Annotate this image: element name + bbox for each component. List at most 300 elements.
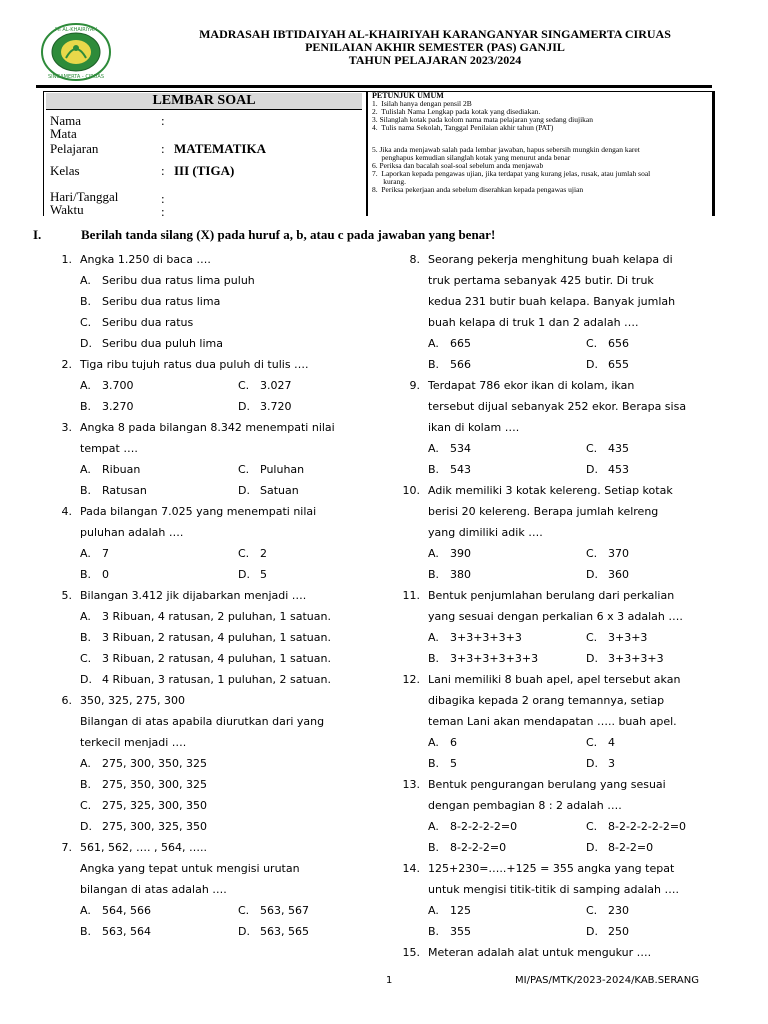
option-letter: A. [80, 463, 91, 476]
answer-option-row [428, 900, 748, 921]
answer-option [586, 459, 629, 480]
answer-option [80, 606, 390, 627]
question-line: 125+230=…..+125 = 355 angka yang tepat [428, 862, 675, 875]
option-letter: A. [80, 757, 91, 770]
question [402, 942, 748, 963]
question-line: tempat …. [80, 442, 138, 455]
academic-year: TAHUN PELAJARAN 2023/2024 [348, 53, 522, 67]
answer-option [586, 354, 629, 375]
option-text: 563, 565 [260, 925, 309, 938]
option-text: Seribu dua ratus lima puluh [102, 274, 255, 287]
option-text: Seribu dua ratus lima [102, 295, 221, 308]
answer-option-row [80, 480, 390, 501]
answer-option [428, 333, 471, 354]
option-text: 656 [608, 337, 629, 350]
option-letter: B. [428, 463, 440, 476]
field-label-mata: Mata [50, 126, 77, 141]
question [402, 585, 748, 669]
answer-option-row [428, 354, 748, 375]
option-letter: D. [586, 568, 598, 581]
instruction-item: 4. Tulis nama Sekolah, Tanggal Penilaian akhir tahun (PAT) [372, 123, 554, 132]
option-letter: A. [428, 736, 439, 749]
question [61, 417, 390, 501]
instruction-item: 7. Laporkan kepada pengawas ujian, jika terdapat yang kurang jelas, rusak, atau jumlah soal kurang. [372, 169, 651, 186]
option-letter: C. [238, 379, 250, 392]
option-letter: C. [80, 316, 92, 329]
question-text [80, 858, 390, 879]
question-line: Angka yang tepat untuk mengisi urutan [80, 862, 300, 875]
option-text: 8-2-2=0 [608, 841, 654, 854]
question-line: dibagika kepada 2 orang temannya, setiap [428, 694, 665, 707]
question [61, 354, 390, 417]
answer-option [586, 921, 629, 942]
question-text [402, 585, 748, 606]
question-number: 3. [61, 421, 72, 434]
question-text [402, 942, 748, 963]
option-letter: C. [80, 799, 92, 812]
question-line: terkecil menjadi …. [80, 736, 187, 749]
option-letter: B. [428, 652, 440, 665]
section-number: I. [33, 227, 42, 242]
answer-option-row [428, 627, 748, 648]
answer-option [428, 816, 517, 837]
answer-option [80, 627, 390, 648]
question-line: truk pertama sebanyak 425 butir. Di truk [428, 274, 654, 287]
answer-option [586, 564, 629, 585]
answer-option-row [428, 732, 748, 753]
answer-option [586, 900, 629, 921]
question-text [428, 396, 748, 417]
answer-option [428, 837, 506, 858]
option-text: 563, 567 [260, 904, 309, 917]
question-line: Bentuk penjumlahan berulang dari perkalian [428, 589, 675, 602]
field-colon: : [161, 204, 165, 219]
option-letter: B. [428, 358, 440, 371]
answer-option [428, 648, 538, 669]
answer-option-row [80, 396, 390, 417]
option-letter: D. [238, 925, 250, 938]
option-text: 566 [450, 358, 471, 371]
option-text: 655 [608, 358, 629, 371]
option-text: Seribu dua ratus [102, 316, 194, 329]
question-number: 6. [61, 694, 72, 707]
answer-option [586, 438, 629, 459]
question-line: Bentuk pengurangan berulang yang sesuai [428, 778, 666, 791]
instruction-item: 8. Periksa pekerjaan anda sebelum diserahkan kepada pengawas ujian [372, 185, 584, 194]
option-letter: A. [428, 820, 439, 833]
option-text: 453 [608, 463, 629, 476]
answer-option-row [428, 438, 748, 459]
question [61, 501, 390, 585]
option-text: 564, 566 [102, 904, 151, 917]
instruction-item: 3. Silanglah kotak pada kolom nama mata pelajaran yang sedang diujikan [372, 115, 593, 124]
question-line: Angka 8 pada bilangan 8.342 menempati nilai [80, 421, 335, 434]
question-line: Seorang pekerja menghitung buah kelapa di [428, 253, 673, 266]
question-number: 1. [61, 253, 72, 266]
question [402, 858, 748, 942]
option-letter: B. [80, 484, 92, 497]
answer-option [80, 816, 390, 837]
question-line: 561, 562, …. , 564, ….. [80, 841, 207, 854]
answer-option [80, 459, 140, 480]
field-value-pelajaran: MATEMATIKA [174, 141, 266, 156]
option-letter: A. [80, 379, 91, 392]
option-text: 3.720 [260, 400, 292, 413]
option-letter: B. [80, 400, 92, 413]
question [61, 690, 390, 837]
option-letter: D. [586, 463, 598, 476]
answer-option-row [428, 648, 748, 669]
option-text: 435 [608, 442, 629, 455]
option-text: Ratusan [102, 484, 147, 497]
option-letter: A. [428, 631, 439, 644]
answer-option [428, 900, 471, 921]
answer-option [80, 900, 151, 921]
question-text [409, 375, 748, 396]
info-box [43, 91, 715, 219]
answer-option [586, 816, 686, 837]
answer-option [586, 627, 647, 648]
option-letter: C. [238, 463, 250, 476]
option-text: 275, 300, 325, 350 [102, 820, 207, 833]
answer-option [238, 900, 309, 921]
option-text: 275, 350, 300, 325 [102, 778, 207, 791]
option-text: 380 [450, 568, 471, 581]
option-letter: D. [586, 757, 598, 770]
answer-option [586, 333, 629, 354]
question-text [80, 438, 390, 459]
field-colon: : [161, 113, 165, 128]
option-text: 3 Ribuan, 2 ratusan, 4 puluhan, 1 satuan. [102, 631, 331, 644]
field-colon: : [161, 141, 165, 156]
question-text [402, 480, 748, 501]
answer-option-row [80, 459, 390, 480]
question-text [428, 879, 748, 900]
option-letter: B. [80, 568, 92, 581]
option-letter: C. [586, 904, 598, 917]
field-label-kelas: Kelas [50, 163, 80, 178]
question-line: buah kelapa di truk 1 dan 2 adalah …. [428, 316, 639, 329]
instruction-item: 2. Tulislah Nama Lengkap pada kotak yang disediakan. [372, 107, 541, 116]
option-letter: B. [80, 925, 92, 938]
instruction-item: 5. Jika anda menjawab salah pada lembar jawaban, hapus sebersih mungkin dengan karet penghapus kemudian silanglah kotak yang menurut anda benar [372, 145, 640, 162]
question-number: 9. [409, 379, 420, 392]
question-text [409, 249, 748, 270]
question-line: Meteran adalah alat untuk mengukur …. [428, 946, 652, 959]
answer-option-row [80, 564, 390, 585]
answer-option [80, 543, 109, 564]
option-text: 543 [450, 463, 471, 476]
question-number: 10. [402, 484, 420, 497]
question-line: 350, 325, 275, 300 [80, 694, 185, 707]
question [61, 585, 390, 690]
student-info-panel [44, 92, 368, 219]
answer-option [428, 753, 457, 774]
answer-option [586, 543, 629, 564]
option-letter: B. [428, 841, 440, 854]
option-letter: D. [238, 484, 250, 497]
option-letter: B. [428, 757, 440, 770]
option-letter: A. [80, 610, 91, 623]
page-number: 1 [386, 975, 393, 986]
question-text [428, 312, 748, 333]
question-text [61, 690, 390, 711]
option-text: 7 [102, 547, 109, 560]
option-letter: B. [428, 568, 440, 581]
question-line: yang dimiliki adik …. [428, 526, 543, 539]
option-text: 390 [450, 547, 471, 560]
option-text: 3+3+3 [608, 631, 648, 644]
answer-option-row [428, 837, 748, 858]
answer-option [80, 375, 134, 396]
option-text: 3 Ribuan, 4 ratusan, 2 puluhan, 1 satuan. [102, 610, 331, 623]
option-text: 0 [102, 568, 109, 581]
option-text: 3 [608, 757, 615, 770]
option-text: 275, 325, 300, 350 [102, 799, 207, 812]
question-line: dengan pembagian 8 : 2 adalah …. [428, 799, 622, 812]
option-text: 3.700 [102, 379, 134, 392]
question-text [61, 354, 390, 375]
field-label-nama: Nama [50, 113, 82, 128]
option-letter: A. [428, 337, 439, 350]
option-letter: C. [80, 652, 92, 665]
option-text: Ribuan [102, 463, 141, 476]
question-number: 5. [61, 589, 72, 602]
answer-option [586, 753, 615, 774]
answer-option-row [80, 900, 390, 921]
option-text: 3+3+3+3+3+3 [450, 652, 539, 665]
answer-option-row [428, 753, 748, 774]
answer-option-row [80, 921, 390, 942]
option-text: 8-2-2-2-2=0 [450, 820, 518, 833]
answer-option [80, 480, 147, 501]
question-line: teman Lani akan mendapatan ….. buah apel. [428, 715, 677, 728]
answer-option [80, 333, 390, 354]
question [61, 249, 390, 354]
question-text [61, 585, 390, 606]
option-text: 125 [450, 904, 471, 917]
question [409, 375, 748, 480]
option-letter: C. [238, 904, 250, 917]
answer-option [586, 837, 653, 858]
field-label-waktu: Waktu [50, 202, 84, 217]
option-text: 6 [450, 736, 457, 749]
option-text: 355 [450, 925, 471, 938]
answer-option [428, 627, 522, 648]
option-text: 3 Ribuan, 2 ratusan, 4 puluhan, 1 satuan. [102, 652, 331, 665]
question-text [428, 795, 748, 816]
answer-option [80, 291, 390, 312]
option-text: 3.027 [260, 379, 292, 392]
question-line: Pada bilangan 7.025 yang menempati nilai [80, 505, 317, 518]
question-text [428, 501, 748, 522]
question-number: 8. [409, 253, 420, 266]
option-text: 5 [450, 757, 457, 770]
question-line: tersebut dijual sebanyak 252 ekor. Berapa sisa [428, 400, 687, 413]
answer-option [428, 732, 457, 753]
option-letter: B. [80, 778, 92, 791]
option-letter: C. [238, 547, 250, 560]
question-line: Terdapat 786 ekor ikan di kolam, ikan [428, 379, 635, 392]
question-text [428, 522, 748, 543]
question-text [428, 606, 748, 627]
option-text: 360 [608, 568, 629, 581]
question-line: yang sesuai dengan perkalian 6 x 3 adalah …. [428, 610, 683, 623]
option-letter: C. [586, 631, 598, 644]
question-number: 2. [61, 358, 72, 371]
question-line: Tiga ribu tujuh ratus dua puluh di tulis …. [80, 358, 309, 371]
question [409, 249, 748, 375]
option-text: 534 [450, 442, 471, 455]
option-letter: D. [586, 925, 598, 938]
option-text: 2 [260, 547, 267, 560]
question [402, 480, 748, 585]
question-number: 13. [402, 778, 420, 791]
question-line: berisi 20 kelereng. Berapa jumlah kelreng [428, 505, 659, 518]
option-letter: A. [428, 547, 439, 560]
question-line: Angka 1.250 di baca …. [80, 253, 211, 266]
option-letter: A. [428, 904, 439, 917]
option-text: 3+3+3+3 [608, 652, 664, 665]
option-text: 230 [608, 904, 629, 917]
answer-option [238, 564, 267, 585]
option-letter: A. [80, 547, 91, 560]
option-letter: C. [586, 820, 598, 833]
option-letter: A. [80, 904, 91, 917]
field-label-hari-tanggal: Hari/Tanggal [50, 189, 119, 204]
school-name: MADRASAH IBTIDAIYAH AL-KHAIRIYAH KARANGANYAR SINGAMERTA CIRUAS [199, 27, 671, 41]
answer-option [428, 564, 471, 585]
answer-option [238, 459, 304, 480]
question-text [402, 858, 748, 879]
answer-option-row [80, 543, 390, 564]
question [402, 774, 748, 858]
option-text: Puluhan [260, 463, 305, 476]
option-text: 4 [608, 736, 615, 749]
instruction-item: 6. Periksa dan bacalah soal-soal sebelum anda menjawab [372, 161, 544, 170]
option-text: Seribu dua puluh lima [102, 337, 223, 350]
answer-option [586, 648, 664, 669]
svg-text:SINGAMERTA - CIRUAS: SINGAMERTA - CIRUAS [47, 74, 105, 80]
answer-option [80, 795, 390, 816]
option-text: 3.270 [102, 400, 134, 413]
option-letter: D. [80, 337, 92, 350]
option-letter: D. [238, 400, 250, 413]
question-line: ikan di kolam …. [428, 421, 520, 434]
option-letter: A. [80, 274, 91, 287]
question-text [61, 837, 390, 858]
question-text [402, 669, 748, 690]
option-letter: A. [428, 442, 439, 455]
question-line: puluhan adalah …. [80, 526, 184, 539]
question-line: untuk mengisi titik-titik di samping adalah …. [428, 883, 679, 896]
option-text: 5 [260, 568, 267, 581]
question-line: Adik memiliki 3 kotak kelereng. Setiap kotak [428, 484, 673, 497]
question-line: Lani memiliki 8 buah apel, apel tersebut akan [428, 673, 681, 686]
answer-option-row [428, 543, 748, 564]
question-line: Bilangan 3.412 jik dijabarkan menjadi …. [80, 589, 307, 602]
answer-option [428, 459, 471, 480]
option-letter: D. [238, 568, 250, 581]
answer-option [80, 396, 134, 417]
answer-option [428, 438, 471, 459]
option-letter: D. [586, 652, 598, 665]
answer-option-row [428, 921, 748, 942]
question-text [61, 501, 390, 522]
questions-right-column [402, 249, 748, 963]
answer-option-row [80, 375, 390, 396]
question-number: 15. [402, 946, 420, 959]
option-letter: B. [80, 631, 92, 644]
option-text: 4 Ribuan, 3 ratusan, 1 puluhan, 2 satuan. [102, 673, 331, 686]
field-value-kelas: III (TIGA) [174, 163, 235, 178]
answer-option [428, 354, 471, 375]
option-text: 275, 300, 350, 325 [102, 757, 207, 770]
answer-option [80, 564, 109, 585]
answer-option [428, 543, 471, 564]
option-text: 370 [608, 547, 629, 560]
document-code: MI/PAS/MTK/2023-2024/KAB.SERANG [515, 975, 699, 986]
question-text [402, 774, 748, 795]
instructions-title: PETUNJUK UMUM [372, 91, 444, 100]
field-label-pelajaran: Pelajaran [50, 141, 99, 156]
section-text: Berilah tanda silang (X) pada huruf a, b, atau c pada jawaban yang benar! [81, 227, 496, 242]
option-letter: B. [428, 925, 440, 938]
box-border [712, 92, 715, 216]
question-text [80, 732, 390, 753]
option-letter: D. [80, 673, 92, 686]
question [402, 669, 748, 774]
option-text: Satuan [260, 484, 299, 497]
answer-option [80, 270, 390, 291]
answer-option [80, 921, 151, 942]
question-text [61, 417, 390, 438]
option-letter: B. [80, 295, 92, 308]
option-letter: D. [586, 358, 598, 371]
answer-option-row [428, 564, 748, 585]
answer-option [238, 480, 299, 501]
option-text: 665 [450, 337, 471, 350]
question-number: 4. [61, 505, 72, 518]
answer-option [238, 375, 292, 396]
option-letter: C. [586, 337, 598, 350]
question-text [428, 291, 748, 312]
question-text [428, 690, 748, 711]
question-number: 14. [402, 862, 420, 875]
sheet-title: LEMBAR SOAL [46, 93, 362, 110]
question-number: 7. [61, 841, 72, 854]
option-letter: D. [586, 841, 598, 854]
answer-option [428, 921, 471, 942]
answer-option [238, 543, 267, 564]
option-text: 3+3+3+3+3 [450, 631, 522, 644]
question-text [80, 522, 390, 543]
option-text: 563, 564 [102, 925, 151, 938]
question-line: bilangan di atas adalah …. [80, 883, 227, 896]
answer-option [586, 732, 615, 753]
option-letter: D. [80, 820, 92, 833]
svg-text:MI AL-KHAIRIYAH: MI AL-KHAIRIYAH [54, 27, 98, 33]
school-logo [40, 22, 112, 82]
answer-option-row [428, 816, 748, 837]
instruction-item: 1. Isilah hanya dengan pensil 2B [372, 99, 472, 108]
option-text: 8-2-2-2=0 [450, 841, 507, 854]
field-colon: : [161, 191, 165, 206]
question-text [61, 249, 390, 270]
question-number: 11. [402, 589, 420, 602]
option-text: 8-2-2-2-2-2=0 [608, 820, 687, 833]
answer-option-row [428, 459, 748, 480]
